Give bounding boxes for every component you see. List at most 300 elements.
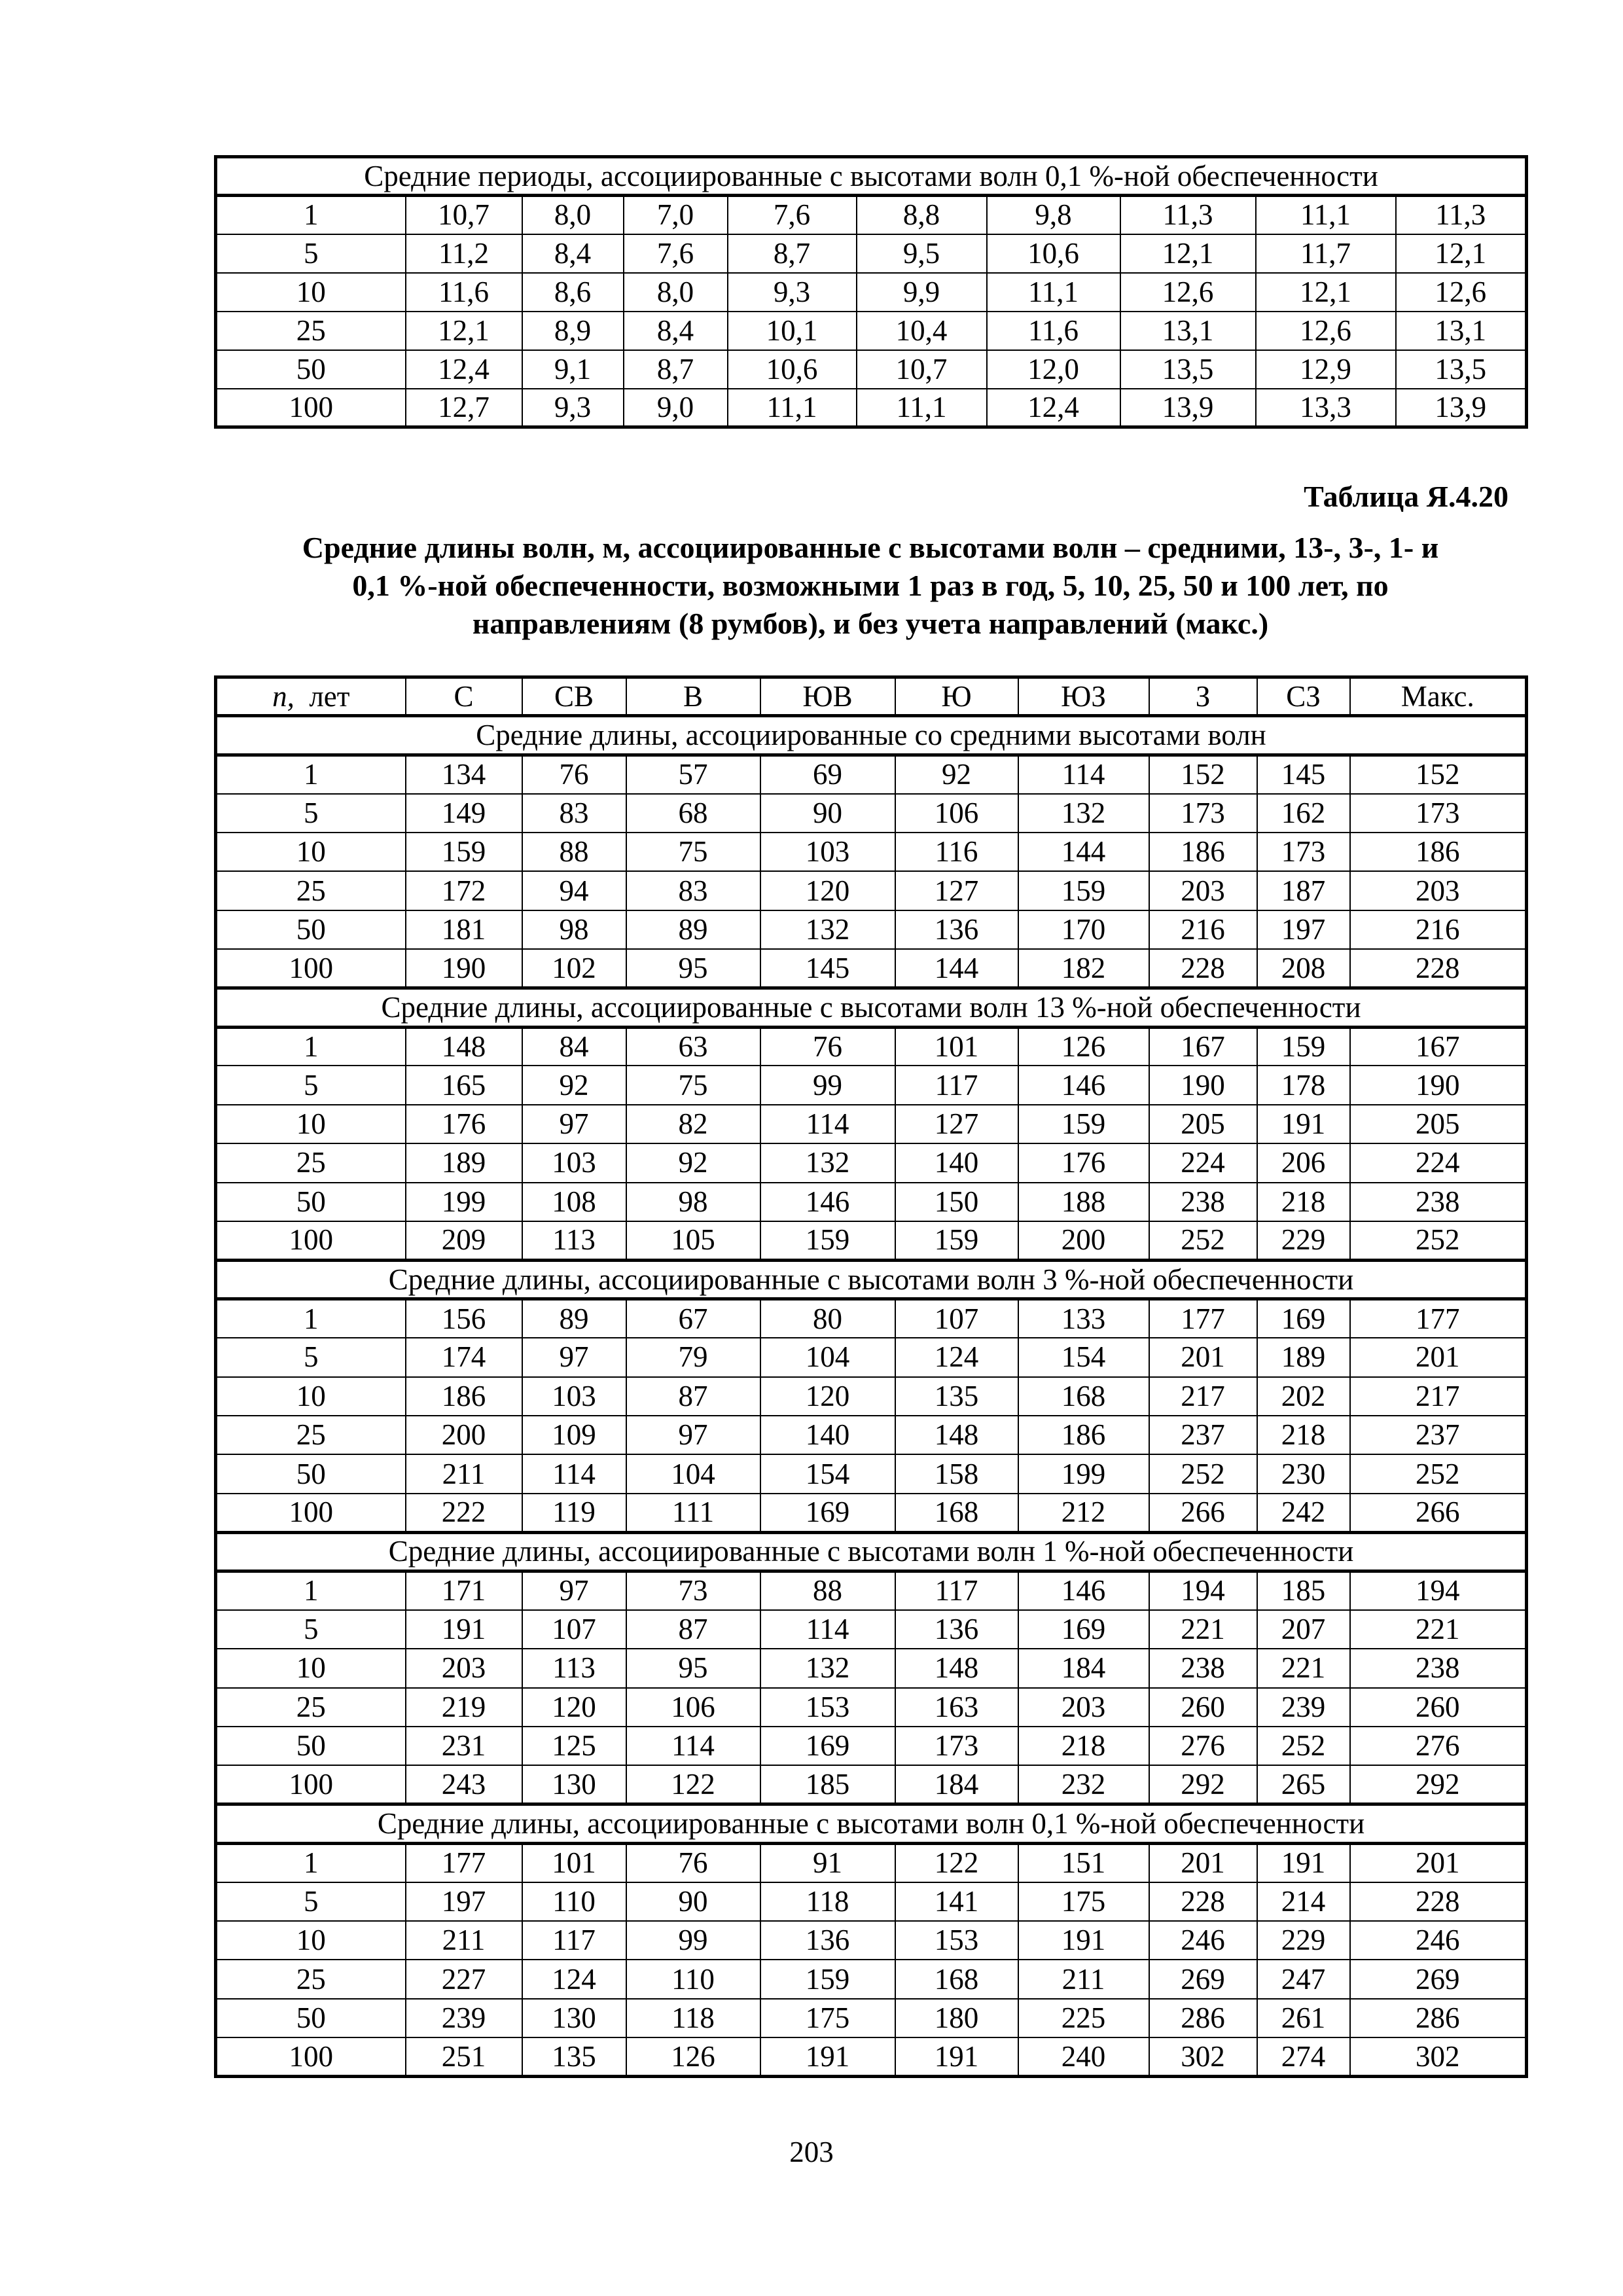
value-cell: 203	[406, 1649, 522, 1687]
value-cell: 173	[1350, 794, 1527, 833]
value-cell: 200	[1018, 1221, 1149, 1260]
value-cell: 7,6	[728, 196, 857, 234]
table-row	[216, 949, 1527, 988]
table-row	[216, 1882, 1527, 1921]
value-cell: 243	[406, 1765, 522, 1804]
value-cell: 217	[1149, 1377, 1257, 1416]
value-cell: 211	[406, 1454, 522, 1493]
value-cell: 167	[1149, 1027, 1257, 1066]
value-cell: 12,6	[1120, 273, 1256, 312]
value-cell: 97	[626, 1416, 760, 1454]
value-cell: 229	[1257, 1221, 1350, 1260]
value-cell: 7,0	[624, 196, 728, 234]
value-cell: 110	[522, 1882, 626, 1921]
value-cell: 231	[406, 1727, 522, 1765]
value-cell: 173	[895, 1727, 1018, 1765]
value-cell: 89	[522, 1299, 626, 1338]
value-cell: 13,9	[1396, 389, 1527, 427]
header-cell: З	[1149, 677, 1257, 716]
table-row	[216, 312, 1527, 350]
value-cell: 171	[406, 1571, 522, 1609]
value-cell: 108	[522, 1183, 626, 1221]
value-cell: 113	[522, 1221, 626, 1260]
value-cell: 12,1	[1120, 234, 1256, 273]
value-cell: 184	[895, 1765, 1018, 1804]
value-cell: 177	[406, 1843, 522, 1882]
value-cell: 172	[406, 871, 522, 910]
value-cell: 169	[760, 1727, 895, 1765]
value-cell: 302	[1149, 2037, 1257, 2076]
value-cell: 13,9	[1120, 389, 1256, 427]
value-cell: 12,4	[406, 350, 522, 389]
table-row	[216, 1377, 1527, 1416]
value-cell: 199	[406, 1183, 522, 1221]
value-cell: 197	[406, 1882, 522, 1921]
section-title-row	[216, 157, 1527, 196]
value-cell: 150	[895, 1183, 1018, 1221]
value-cell: 10,6	[987, 234, 1120, 273]
value-cell: 266	[1149, 1494, 1257, 1532]
period-years-cell: 25	[216, 1960, 406, 1998]
table-row	[216, 1765, 1527, 1804]
period-years-cell: 10	[216, 833, 406, 871]
value-cell: 238	[1350, 1649, 1527, 1687]
value-cell: 126	[1018, 1027, 1149, 1066]
period-years-cell: 1	[216, 1843, 406, 1882]
table-row	[216, 871, 1527, 910]
value-cell: 238	[1149, 1649, 1257, 1687]
header-cell: Ю	[895, 677, 1018, 716]
value-cell: 239	[406, 1999, 522, 2037]
value-cell: 132	[760, 910, 895, 949]
section-title: Средние длины, ассоциированные с высотами волн 1 %-ной обеспеченности	[216, 1532, 1527, 1571]
value-cell: 92	[895, 755, 1018, 793]
value-cell: 88	[522, 833, 626, 871]
value-cell: 136	[895, 910, 1018, 949]
value-cell: 186	[406, 1377, 522, 1416]
value-cell: 75	[626, 833, 760, 871]
value-cell: 237	[1149, 1416, 1257, 1454]
table-row	[216, 1571, 1527, 1609]
header-n-label: n,	[272, 679, 294, 713]
value-cell: 116	[895, 833, 1018, 871]
value-cell: 191	[1018, 1921, 1149, 1960]
value-cell: 13,5	[1120, 350, 1256, 389]
value-cell: 132	[760, 1143, 895, 1182]
value-cell: 12,1	[406, 312, 522, 350]
section-title: Средние длины, ассоциированные с высотами волн 3 %-ной обеспеченности	[216, 1260, 1527, 1299]
value-cell: 107	[895, 1299, 1018, 1338]
value-cell: 127	[895, 1105, 1018, 1143]
section-title: Средние периоды, ассоциированные с высотами волн 0,1 %-ной обеспеченности	[216, 157, 1527, 196]
value-cell: 140	[760, 1416, 895, 1454]
value-cell: 224	[1149, 1143, 1257, 1182]
section-title-row	[216, 716, 1527, 755]
value-cell: 177	[1350, 1299, 1527, 1338]
section-title: Средние длины, ассоциированные с высотами волн 0,1 %-ной обеспеченности	[216, 1804, 1527, 1843]
value-cell: 8,7	[728, 234, 857, 273]
value-cell: 242	[1257, 1494, 1350, 1532]
value-cell: 133	[1018, 1299, 1149, 1338]
value-cell: 151	[1018, 1843, 1149, 1882]
value-cell: 276	[1350, 1727, 1527, 1765]
value-cell: 98	[626, 1183, 760, 1221]
value-cell: 252	[1257, 1727, 1350, 1765]
value-cell: 159	[1257, 1027, 1350, 1066]
table-row	[216, 1494, 1527, 1532]
value-cell: 10,7	[857, 350, 987, 389]
value-cell: 184	[1018, 1649, 1149, 1687]
value-cell: 208	[1257, 949, 1350, 988]
value-cell: 194	[1350, 1571, 1527, 1609]
value-cell: 135	[522, 2037, 626, 2076]
value-cell: 203	[1149, 871, 1257, 910]
value-cell: 109	[522, 1416, 626, 1454]
value-cell: 95	[626, 949, 760, 988]
value-cell: 189	[1257, 1338, 1350, 1376]
value-cell: 11,2	[406, 234, 522, 273]
value-cell: 87	[626, 1377, 760, 1416]
value-cell: 302	[1350, 2037, 1527, 2076]
value-cell: 88	[760, 1571, 895, 1609]
value-cell: 201	[1149, 1338, 1257, 1376]
value-cell: 120	[760, 1377, 895, 1416]
table-row	[216, 1183, 1527, 1221]
value-cell: 11,1	[728, 389, 857, 427]
period-years-cell: 5	[216, 234, 406, 273]
section-title: Средние длины, ассоциированные с высотами волн 13 %-ной обеспеченности	[216, 988, 1527, 1027]
table-title-line: направлениям (8 румбов), и без учета направлений (макс.)	[472, 607, 1269, 640]
value-cell: 8,4	[624, 312, 728, 350]
value-cell: 240	[1018, 2037, 1149, 2076]
value-cell: 222	[406, 1494, 522, 1532]
value-cell: 87	[626, 1610, 760, 1649]
value-cell: 130	[522, 1999, 626, 2037]
header-cell: СЗ	[1257, 677, 1350, 716]
value-cell: 159	[760, 1221, 895, 1260]
value-cell: 266	[1350, 1494, 1527, 1532]
value-cell: 162	[1257, 794, 1350, 833]
value-cell: 84	[522, 1027, 626, 1066]
value-cell: 101	[522, 1843, 626, 1882]
table-header-row	[216, 677, 1527, 716]
value-cell: 9,8	[987, 196, 1120, 234]
value-cell: 11,7	[1256, 234, 1396, 273]
value-cell: 217	[1350, 1377, 1527, 1416]
value-cell: 190	[1149, 1066, 1257, 1104]
value-cell: 202	[1257, 1377, 1350, 1416]
table-row	[216, 794, 1527, 833]
wave-lengths-table	[214, 675, 1528, 2078]
header-cell: С	[406, 677, 522, 716]
value-cell: 11,1	[1256, 196, 1396, 234]
value-cell: 146	[1018, 1066, 1149, 1104]
value-cell: 114	[626, 1727, 760, 1765]
value-cell: 132	[760, 1649, 895, 1687]
value-cell: 134	[406, 755, 522, 793]
value-cell: 224	[1350, 1143, 1527, 1182]
table-row	[216, 1921, 1527, 1960]
value-cell: 169	[1018, 1610, 1149, 1649]
table-row	[216, 1338, 1527, 1376]
value-cell: 76	[760, 1027, 895, 1066]
table-row	[216, 1610, 1527, 1649]
value-cell: 229	[1257, 1921, 1350, 1960]
value-cell: 114	[522, 1454, 626, 1493]
value-cell: 80	[760, 1299, 895, 1338]
value-cell: 252	[1149, 1454, 1257, 1493]
header-cell: Макс.	[1350, 677, 1527, 716]
value-cell: 176	[406, 1105, 522, 1143]
value-cell: 99	[760, 1066, 895, 1104]
value-cell: 101	[895, 1027, 1018, 1066]
table-row	[216, 1066, 1527, 1104]
value-cell: 153	[760, 1688, 895, 1727]
value-cell: 212	[1018, 1494, 1149, 1532]
value-cell: 221	[1350, 1610, 1527, 1649]
value-cell: 12,1	[1396, 234, 1527, 273]
value-cell: 159	[1018, 871, 1149, 910]
value-cell: 159	[760, 1960, 895, 1998]
value-cell: 107	[522, 1610, 626, 1649]
value-cell: 170	[1018, 910, 1149, 949]
value-cell: 252	[1350, 1454, 1527, 1493]
value-cell: 130	[522, 1765, 626, 1804]
value-cell: 246	[1350, 1921, 1527, 1960]
section-title-row	[216, 988, 1527, 1027]
period-years-cell: 25	[216, 1688, 406, 1727]
table-title-line: 0,1 %-ной обеспеченности, возможными 1 раз в год, 5, 10, 25, 50 и 100 лет, по	[352, 569, 1389, 602]
header-cell-n-years	[216, 677, 406, 716]
period-years-cell: 100	[216, 1494, 406, 1532]
value-cell: 13,1	[1396, 312, 1527, 350]
value-cell: 276	[1149, 1727, 1257, 1765]
period-years-cell: 100	[216, 949, 406, 988]
value-cell: 178	[1257, 1066, 1350, 1104]
value-cell: 95	[626, 1649, 760, 1687]
value-cell: 209	[406, 1221, 522, 1260]
value-cell: 127	[895, 871, 1018, 910]
value-cell: 228	[1350, 1882, 1527, 1921]
value-cell: 218	[1257, 1416, 1350, 1454]
value-cell: 228	[1149, 1882, 1257, 1921]
value-cell: 111	[626, 1494, 760, 1532]
value-cell: 159	[1018, 1105, 1149, 1143]
value-cell: 265	[1257, 1765, 1350, 1804]
value-cell: 201	[1350, 1843, 1527, 1882]
value-cell: 76	[626, 1843, 760, 1882]
value-cell: 201	[1350, 1338, 1527, 1376]
table-title	[223, 529, 1518, 643]
value-cell: 238	[1350, 1183, 1527, 1221]
value-cell: 103	[522, 1377, 626, 1416]
value-cell: 12,7	[406, 389, 522, 427]
value-cell: 189	[406, 1143, 522, 1182]
period-years-cell: 50	[216, 1727, 406, 1765]
value-cell: 239	[1257, 1688, 1350, 1727]
value-cell: 286	[1350, 1999, 1527, 2037]
value-cell: 148	[895, 1649, 1018, 1687]
value-cell: 91	[760, 1843, 895, 1882]
value-cell: 13,3	[1256, 389, 1396, 427]
value-cell: 203	[1350, 871, 1527, 910]
table-row	[216, 1454, 1527, 1493]
value-cell: 106	[626, 1688, 760, 1727]
value-cell: 199	[1018, 1454, 1149, 1493]
value-cell: 10,1	[728, 312, 857, 350]
section-title-row	[216, 1804, 1527, 1843]
value-cell: 11,1	[857, 389, 987, 427]
value-cell: 90	[626, 1882, 760, 1921]
value-cell: 92	[626, 1143, 760, 1182]
table-row	[216, 196, 1527, 234]
value-cell: 144	[895, 949, 1018, 988]
value-cell: 120	[522, 1688, 626, 1727]
value-cell: 148	[895, 1416, 1018, 1454]
table-row	[216, 1105, 1527, 1143]
value-cell: 114	[760, 1610, 895, 1649]
value-cell: 9,3	[522, 389, 624, 427]
period-years-cell: 10	[216, 1377, 406, 1416]
table-row	[216, 273, 1527, 312]
value-cell: 11,6	[987, 312, 1120, 350]
value-cell: 232	[1018, 1765, 1149, 1804]
value-cell: 227	[406, 1960, 522, 1998]
value-cell: 211	[406, 1921, 522, 1960]
value-cell: 261	[1257, 1999, 1350, 2037]
value-cell: 252	[1149, 1221, 1257, 1260]
value-cell: 185	[760, 1765, 895, 1804]
value-cell: 200	[406, 1416, 522, 1454]
period-years-cell: 5	[216, 794, 406, 833]
table-row	[216, 1649, 1527, 1687]
table-row	[216, 350, 1527, 389]
value-cell: 11,6	[406, 273, 522, 312]
value-cell: 10,6	[728, 350, 857, 389]
table-row	[216, 1999, 1527, 2037]
value-cell: 118	[760, 1882, 895, 1921]
period-years-cell: 100	[216, 1765, 406, 1804]
value-cell: 225	[1018, 1999, 1149, 2037]
value-cell: 228	[1149, 949, 1257, 988]
value-cell: 237	[1350, 1416, 1527, 1454]
value-cell: 124	[522, 1960, 626, 1998]
value-cell: 118	[626, 1999, 760, 2037]
table-row	[216, 1688, 1527, 1727]
value-cell: 136	[760, 1921, 895, 1960]
value-cell: 11,1	[987, 273, 1120, 312]
value-cell: 159	[895, 1221, 1018, 1260]
value-cell: 185	[1257, 1571, 1350, 1609]
value-cell: 168	[895, 1494, 1018, 1532]
value-cell: 197	[1257, 910, 1350, 949]
value-cell: 104	[626, 1454, 760, 1493]
value-cell: 156	[406, 1299, 522, 1338]
value-cell: 114	[760, 1105, 895, 1143]
value-cell: 207	[1257, 1610, 1350, 1649]
value-cell: 182	[1018, 949, 1149, 988]
value-cell: 216	[1149, 910, 1257, 949]
value-cell: 12,1	[1256, 273, 1396, 312]
value-cell: 191	[406, 1610, 522, 1649]
value-cell: 206	[1257, 1143, 1350, 1182]
value-cell: 73	[626, 1571, 760, 1609]
value-cell: 146	[1018, 1571, 1149, 1609]
value-cell: 13,1	[1120, 312, 1256, 350]
value-cell: 140	[895, 1143, 1018, 1182]
value-cell: 186	[1350, 833, 1527, 871]
period-years-cell: 100	[216, 389, 406, 427]
value-cell: 68	[626, 794, 760, 833]
value-cell: 12,6	[1396, 273, 1527, 312]
period-years-cell: 10	[216, 273, 406, 312]
value-cell: 117	[522, 1921, 626, 1960]
table-row	[216, 833, 1527, 871]
value-cell: 113	[522, 1649, 626, 1687]
period-years-cell: 25	[216, 871, 406, 910]
period-years-cell: 1	[216, 1027, 406, 1066]
header-cell: В	[626, 677, 760, 716]
value-cell: 169	[760, 1494, 895, 1532]
value-cell: 292	[1350, 1765, 1527, 1804]
period-years-cell: 10	[216, 1921, 406, 1960]
value-cell: 180	[895, 1999, 1018, 2037]
value-cell: 186	[1149, 833, 1257, 871]
value-cell: 125	[522, 1727, 626, 1765]
value-cell: 8,9	[522, 312, 624, 350]
value-cell: 63	[626, 1027, 760, 1066]
value-cell: 149	[406, 794, 522, 833]
header-cell: ЮВ	[760, 677, 895, 716]
value-cell: 191	[895, 2037, 1018, 2076]
value-cell: 106	[895, 794, 1018, 833]
value-cell: 221	[1257, 1649, 1350, 1687]
period-years-cell: 10	[216, 1105, 406, 1143]
value-cell: 153	[895, 1921, 1018, 1960]
value-cell: 260	[1350, 1688, 1527, 1727]
value-cell: 152	[1350, 755, 1527, 793]
value-cell: 13,5	[1396, 350, 1527, 389]
value-cell: 83	[626, 871, 760, 910]
period-years-cell: 50	[216, 910, 406, 949]
value-cell: 8,8	[857, 196, 987, 234]
value-cell: 122	[895, 1843, 1018, 1882]
value-cell: 152	[1149, 755, 1257, 793]
value-cell: 274	[1257, 2037, 1350, 2076]
value-cell: 218	[1018, 1727, 1149, 1765]
table-row	[216, 2037, 1527, 2076]
value-cell: 76	[522, 755, 626, 793]
value-cell: 173	[1257, 833, 1350, 871]
value-cell: 90	[760, 794, 895, 833]
value-cell: 218	[1257, 1183, 1350, 1221]
value-cell: 117	[895, 1066, 1018, 1104]
value-cell: 132	[1018, 794, 1149, 833]
value-cell: 136	[895, 1610, 1018, 1649]
value-cell: 169	[1257, 1299, 1350, 1338]
value-cell: 119	[522, 1494, 626, 1532]
value-cell: 219	[406, 1688, 522, 1727]
table-row	[216, 1221, 1527, 1260]
value-cell: 286	[1149, 1999, 1257, 2037]
value-cell: 163	[895, 1688, 1018, 1727]
value-cell: 190	[406, 949, 522, 988]
value-cell: 114	[1018, 755, 1149, 793]
value-cell: 57	[626, 755, 760, 793]
value-cell: 269	[1149, 1960, 1257, 1998]
table-row	[216, 1027, 1527, 1066]
value-cell: 205	[1350, 1105, 1527, 1143]
